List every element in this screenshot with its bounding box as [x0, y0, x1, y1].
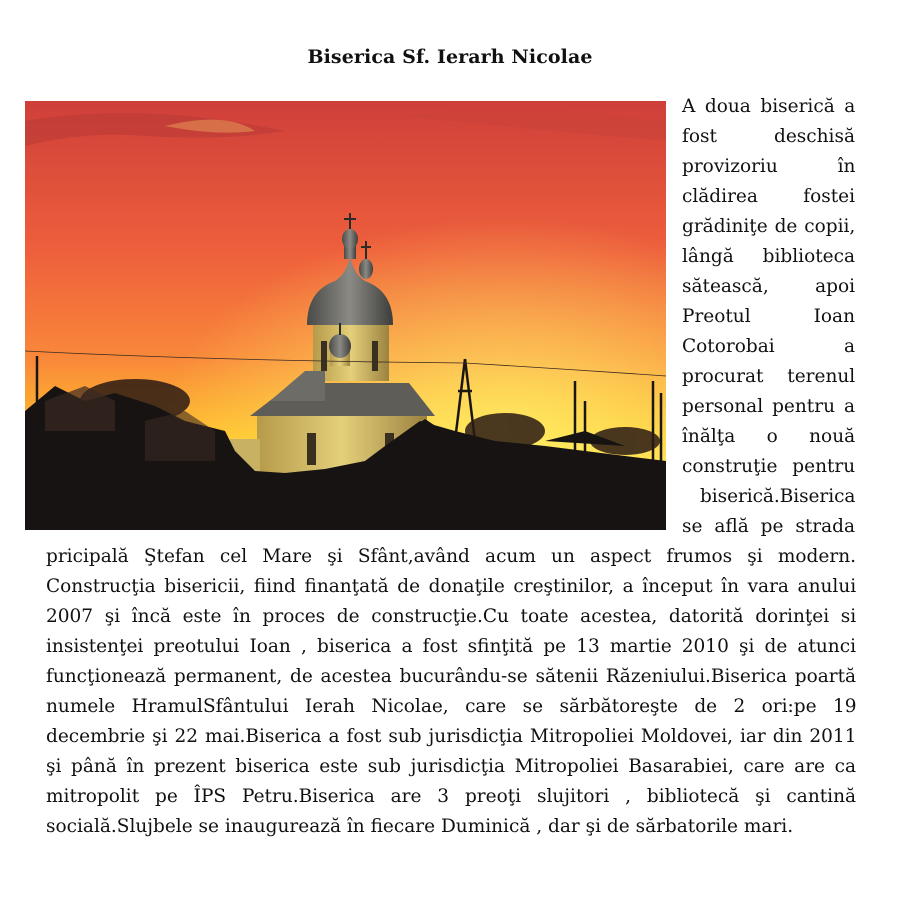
- body-line: şi până în prezent biserica este sub jurisdicţia Mitropoliei Basarabiei, care are ca: [46, 756, 857, 777]
- side-line: lângă biblioteca: [682, 246, 855, 267]
- body-line: Construcţia bisericii, fiind finanţată de donaţile creştinilor, a început în vara anului: [46, 576, 857, 597]
- side-paragraph: [682, 92, 855, 542]
- side-line: A doua biserică a: [682, 96, 856, 117]
- side-line: provizoriu în: [682, 156, 856, 177]
- side-line: clădirea fostei: [682, 186, 855, 207]
- body-line: numele HramulSfântului Ierah Nicolae, care se sărbătoreşte de 2 ori:pe 19: [46, 696, 857, 717]
- side-line: fost deschisă: [682, 126, 855, 147]
- side-line: procurat terenul: [682, 366, 856, 387]
- church-photo-svg: [25, 101, 666, 530]
- side-line: personal pentru a: [682, 396, 855, 417]
- body-line: decembrie şi 22 mai.Biserica a fost sub jurisdicţia Mitropoliei Moldovei, iar din 2011: [46, 726, 857, 747]
- document-title: Biserica Sf. Ierarh Nicolae: [307, 46, 593, 68]
- side-line: grădiniţe de copii,: [682, 216, 856, 237]
- body-line: 2007 şi încă este în proces de construcţie.Cu toate acestea, datorită dorinţei si: [46, 606, 857, 627]
- church-sunset-photo: [25, 101, 666, 530]
- body-line: pricipală Ştefan cel Mare şi Sfânt,având acum un aspect frumos şi modern.: [46, 546, 856, 567]
- side-line: construţie pentru: [682, 456, 856, 477]
- side-line: Preotul Ioan: [682, 306, 855, 327]
- side-line: înălţa o nouă: [682, 426, 856, 447]
- body-line: insistenţei preotului Ioan , biserica a fost sfinţită pe 13 martie 2010 şi de atunci: [46, 636, 856, 657]
- body-paragraph: [46, 542, 856, 842]
- side-line: se află pe strada: [682, 516, 855, 537]
- body-line: mitropolit pe ÎPS Petru.Biserica are 3 preoţi slujitori , bibliotecă şi cantină: [46, 786, 857, 807]
- side-line: sătească, apoi: [682, 276, 855, 297]
- body-line: funcţionează permanent, de acestea bucurându-se sătenii Răzeniului.Biserica poartă: [46, 666, 857, 687]
- side-line: biserică.Biserica: [700, 486, 856, 507]
- body-line: socială.Slujbele se inaugurează în fiecare Duminică , dar şi de sărbatorile mari.: [46, 816, 794, 837]
- side-line: Cotorobai a: [682, 336, 855, 357]
